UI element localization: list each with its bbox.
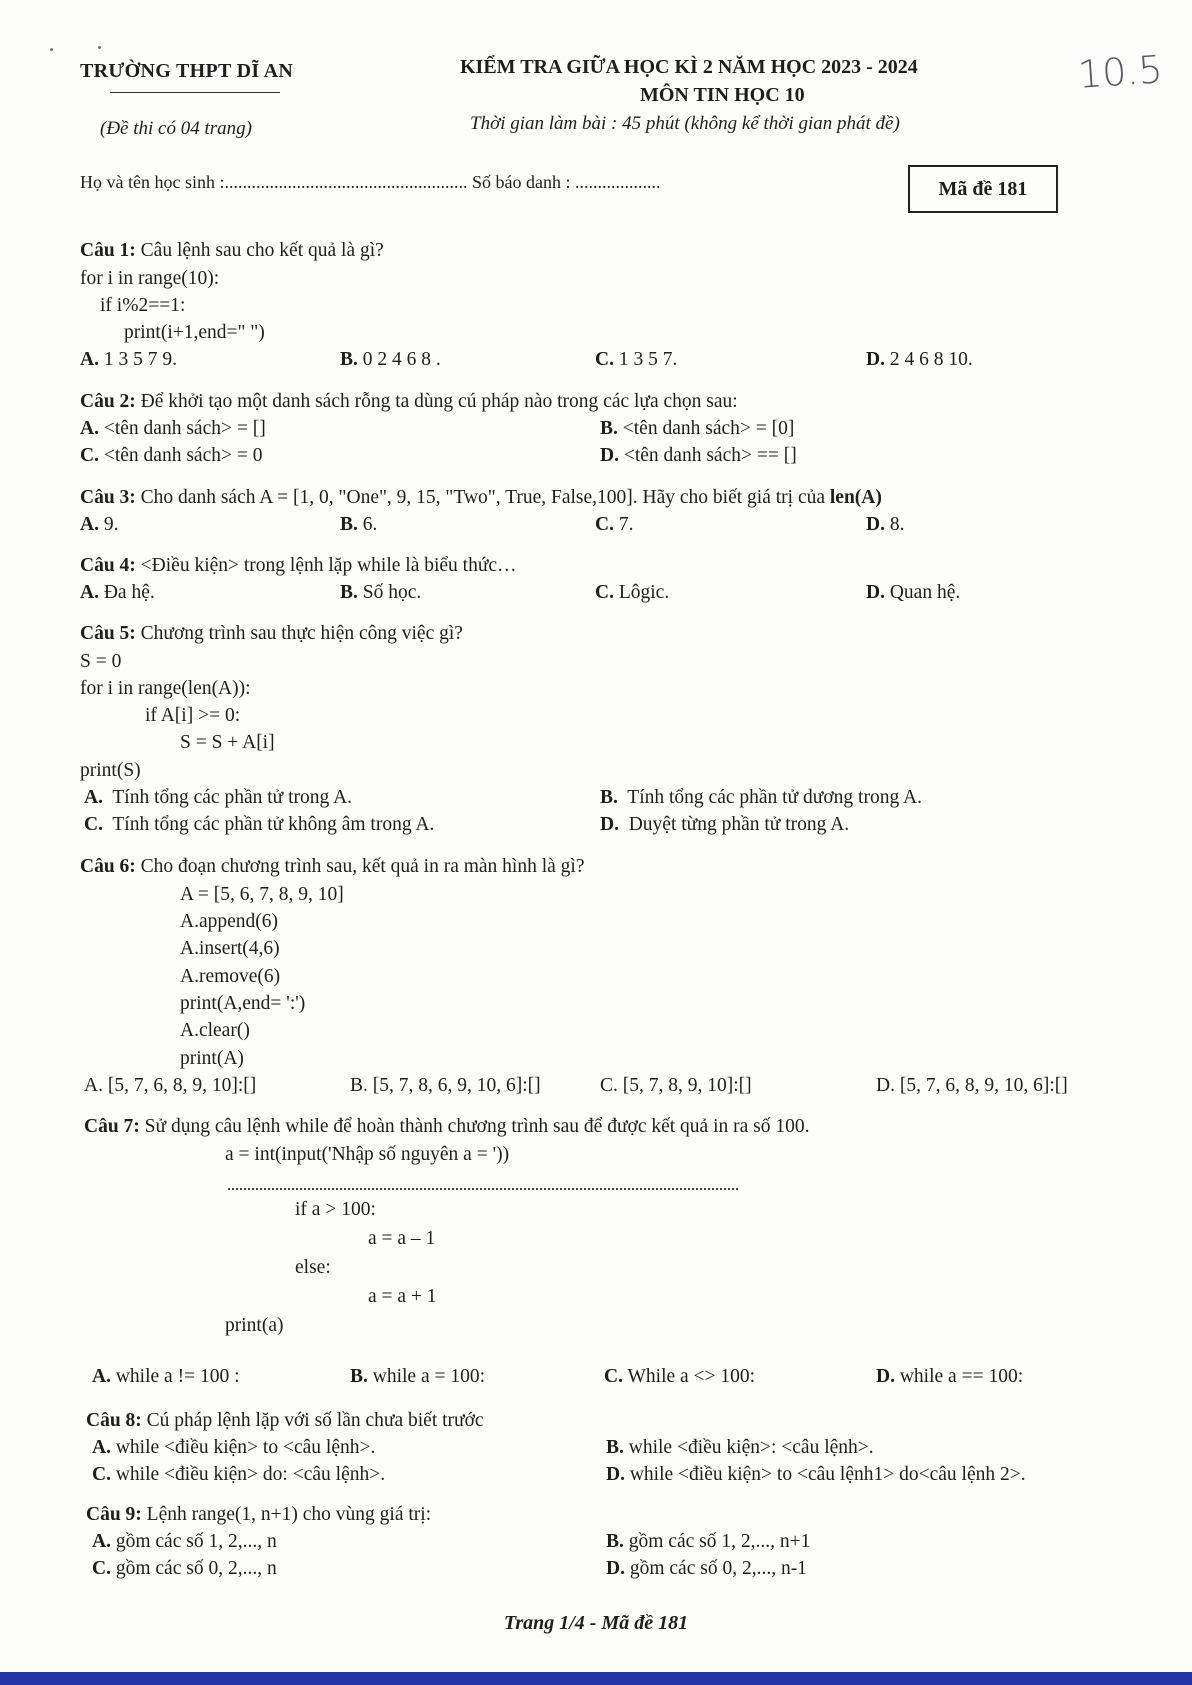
- option-b[interactable]: [340, 349, 441, 371]
- option-b[interactable]: [600, 787, 922, 809]
- option-text: while a = 100:: [372, 1366, 486, 1387]
- question-text: <Điều kiện> trong lệnh lặp while là biểu thức…: [140, 555, 517, 576]
- option-letter: A.: [80, 514, 99, 535]
- option-text: [5, 7, 8, 6, 9, 10, 6]:[]: [372, 1075, 541, 1096]
- code-line: a = a – 1: [368, 1228, 436, 1249]
- question-label: Câu 1:: [80, 240, 136, 261]
- option-text: gồm các số 0, 2,..., n-1: [629, 1558, 807, 1579]
- code-line: print(A,end= ':'): [180, 993, 306, 1014]
- option-letter: C.: [92, 1464, 111, 1485]
- option-text: 7.: [618, 514, 634, 535]
- option-d[interactable]: [606, 1464, 1026, 1486]
- question-2: [80, 391, 738, 413]
- option-c[interactable]: [600, 1075, 752, 1097]
- option-letter: D.: [606, 1558, 625, 1579]
- question-text: Sử dụng câu lệnh while để hoàn thành chương trình sau để được kết quả in ra số 100.: [144, 1116, 810, 1137]
- option-letter: A.: [92, 1437, 111, 1458]
- exam-title: KIỂM TRA GIỮA HỌC KÌ 2 NĂM HỌC 2023 - 2024: [460, 56, 918, 78]
- option-letter: A.: [84, 1075, 103, 1096]
- option-letter: D.: [876, 1075, 895, 1096]
- code-line: A = [5, 6, 7, 8, 9, 10]: [180, 884, 344, 905]
- code-line: if i%2==1:: [100, 295, 186, 316]
- option-letter: D.: [866, 582, 885, 603]
- option-a[interactable]: [92, 1437, 375, 1459]
- option-text: [5, 7, 6, 8, 9, 10, 6]:[]: [899, 1075, 1068, 1096]
- option-letter: D.: [866, 349, 885, 370]
- option-a[interactable]: [80, 349, 177, 371]
- question-text-bold: len(A): [829, 487, 882, 508]
- option-letter: D.: [600, 445, 619, 466]
- option-b[interactable]: [350, 1366, 485, 1388]
- exam-code-box: [908, 165, 1058, 213]
- option-letter: C.: [604, 1366, 623, 1387]
- student-info-line: Họ và tên học sinh :...................................................... Số báo danh : ...................: [80, 172, 661, 192]
- option-b[interactable]: [606, 1531, 810, 1553]
- option-letter: A.: [80, 349, 99, 370]
- option-text: Đa hệ.: [103, 582, 155, 603]
- option-c[interactable]: [84, 814, 434, 836]
- code-line: S = 0: [80, 651, 122, 672]
- code-line: print(i+1,end=" "): [124, 322, 265, 343]
- code-line: for i in range(10):: [80, 268, 220, 289]
- option-text: 9.: [103, 514, 119, 535]
- option-letter: B.: [606, 1437, 624, 1458]
- question-6: [80, 856, 585, 878]
- option-letter: C.: [595, 514, 614, 535]
- option-d[interactable]: [866, 514, 904, 536]
- option-d[interactable]: [606, 1558, 807, 1580]
- option-letter: B.: [600, 787, 618, 808]
- option-letter: C.: [595, 349, 614, 370]
- option-c[interactable]: [604, 1366, 755, 1388]
- option-letter: D.: [876, 1366, 895, 1387]
- option-letter: A.: [84, 787, 103, 808]
- option-d[interactable]: [866, 582, 960, 604]
- question-7: [84, 1116, 809, 1138]
- page-footer: Trang 1/4 - Mã đề 181: [503, 1612, 689, 1634]
- code-line: a = a + 1: [368, 1286, 437, 1307]
- option-b[interactable]: [340, 582, 421, 604]
- option-d[interactable]: [876, 1366, 1023, 1388]
- option-text: Lôgic.: [618, 582, 670, 603]
- option-d[interactable]: [876, 1075, 1068, 1097]
- option-letter: C.: [80, 445, 99, 466]
- code-line: a = int(input('Nhập số nguyên a = ')): [225, 1144, 510, 1165]
- answer-blank: [228, 1188, 738, 1190]
- option-letter: A.: [80, 418, 99, 439]
- scan-speck: [98, 46, 101, 49]
- option-a[interactable]: [80, 418, 266, 440]
- question-label: Câu 6:: [80, 856, 136, 877]
- option-c[interactable]: [595, 349, 677, 371]
- option-text: 2 4 6 8 10.: [889, 349, 973, 370]
- option-letter: D.: [866, 514, 885, 535]
- question-text: Câu lệnh sau cho kết quả là gì?: [140, 240, 384, 261]
- option-letter: A.: [92, 1531, 111, 1552]
- option-b[interactable]: [600, 418, 794, 440]
- code-line: print(A): [180, 1048, 244, 1069]
- option-a[interactable]: [80, 582, 155, 604]
- option-text: gồm các số 1, 2,..., n+1: [628, 1531, 811, 1552]
- option-c[interactable]: [595, 514, 633, 536]
- option-b[interactable]: [606, 1437, 874, 1459]
- option-a[interactable]: [92, 1366, 239, 1388]
- question-label: Câu 9:: [86, 1504, 142, 1525]
- option-text: 1 3 5 7.: [618, 349, 678, 370]
- option-letter: C.: [84, 814, 103, 835]
- option-d[interactable]: [600, 814, 849, 836]
- code-line: A.append(6): [180, 911, 279, 932]
- subject-title: MÔN TIN HỌC 10: [640, 84, 805, 106]
- option-a[interactable]: [84, 1075, 256, 1097]
- question-text: Cho danh sách A = [1, 0, "One", 9, 15, "Two", True, False,100]. Hãy cho biết giá trị của: [140, 487, 826, 508]
- question-text: Cho đoạn chương trình sau, kết quả in ra màn hình là gì?: [140, 856, 585, 877]
- option-text: while a != 100 :: [115, 1366, 240, 1387]
- option-letter: B.: [340, 582, 358, 603]
- option-text: <tên danh sách> == []: [623, 445, 797, 466]
- question-text: Cú pháp lệnh lặp với số lần chưa biết trước: [146, 1410, 484, 1431]
- time-note: Thời gian làm bài : 45 phút (không kể thời gian phát đề): [470, 113, 900, 134]
- option-letter: B.: [600, 418, 618, 439]
- option-text: while <điều kiện> to <câu lệnh>.: [115, 1437, 376, 1458]
- question-label: Câu 2:: [80, 391, 136, 412]
- option-letter: B.: [350, 1075, 368, 1096]
- option-text: gồm các số 1, 2,..., n: [115, 1531, 277, 1552]
- question-3: [80, 487, 882, 509]
- exam-code: Mã đề 181: [938, 177, 1028, 200]
- option-d[interactable]: [866, 349, 973, 371]
- option-c[interactable]: [92, 1464, 385, 1486]
- option-text: [5, 7, 6, 8, 9, 10]:[]: [107, 1075, 257, 1096]
- option-letter: B.: [340, 349, 358, 370]
- option-letter: A.: [92, 1366, 111, 1387]
- question-5: [80, 623, 463, 645]
- question-label: Câu 5:: [80, 623, 136, 644]
- option-text: While a <> 100:: [627, 1366, 756, 1387]
- option-text: while <điều kiện> do: <câu lệnh>.: [115, 1464, 386, 1485]
- option-a[interactable]: [92, 1531, 277, 1553]
- option-text: 6.: [362, 514, 378, 535]
- option-text: Tính tổng các phần tử không âm trong A.: [112, 814, 435, 835]
- option-text: Tính tổng các phần tử dương trong A.: [627, 787, 922, 808]
- code-line: else:: [295, 1257, 331, 1278]
- code-line: if A[i] >= 0:: [145, 705, 241, 726]
- scan-speck: [50, 48, 53, 51]
- option-text: <tên danh sách> = []: [103, 418, 266, 439]
- option-letter: A.: [80, 582, 99, 603]
- code-line: S = S + A[i]: [180, 732, 275, 753]
- option-text: Duyệt từng phần tử trong A.: [628, 814, 850, 835]
- option-text: Số học.: [362, 582, 422, 603]
- question-4: [80, 555, 517, 577]
- option-text: while <điều kiện>: <câu lệnh>.: [628, 1437, 874, 1458]
- question-text: Chương trình sau thực hiện công việc gì?: [140, 623, 463, 644]
- question-text: Lệnh range(1, n+1) cho vùng giá trị:: [146, 1504, 432, 1525]
- option-letter: D.: [600, 814, 619, 835]
- option-c[interactable]: [92, 1558, 277, 1580]
- option-text: 1 3 5 7 9.: [103, 349, 177, 370]
- option-a[interactable]: [84, 787, 352, 809]
- option-b[interactable]: [340, 514, 377, 536]
- option-text: Quan hệ.: [889, 582, 961, 603]
- option-d[interactable]: [600, 445, 797, 467]
- question-label: Câu 8:: [86, 1410, 142, 1431]
- code-line: A.insert(4,6): [180, 938, 280, 959]
- option-text: while a == 100:: [899, 1366, 1024, 1387]
- question-label: Câu 3:: [80, 487, 136, 508]
- option-c[interactable]: [80, 445, 262, 467]
- option-text: <tên danh sách> = 0: [103, 445, 263, 466]
- option-text: gồm các số 0, 2,..., n: [115, 1558, 277, 1579]
- option-letter: C.: [92, 1558, 111, 1579]
- option-b[interactable]: [350, 1075, 541, 1097]
- question-1: [80, 240, 384, 262]
- option-text: Tính tổng các phần tử trong A.: [112, 787, 353, 808]
- question-label: Câu 4:: [80, 555, 136, 576]
- option-a[interactable]: [80, 514, 118, 536]
- code-line: A.clear(): [180, 1020, 250, 1041]
- option-letter: B.: [340, 514, 358, 535]
- handwritten-score: 10.5: [1076, 47, 1165, 97]
- scan-bottom-edge: [0, 1672, 1192, 1685]
- option-c[interactable]: [595, 582, 669, 604]
- question-label: Câu 7:: [84, 1116, 140, 1137]
- option-text: while <điều kiện> to <câu lệnh1> do<câu lệnh 2>.: [629, 1464, 1026, 1485]
- option-text: [5, 7, 8, 9, 10]:[]: [622, 1075, 752, 1096]
- school-underline: [110, 92, 280, 93]
- option-text: 0 2 4 6 8 .: [362, 349, 441, 370]
- code-line: print(a): [225, 1315, 284, 1336]
- option-letter: C.: [600, 1075, 618, 1096]
- option-letter: C.: [595, 582, 614, 603]
- code-line: if a > 100:: [295, 1199, 376, 1220]
- code-line: for i in range(len(A)):: [80, 678, 251, 699]
- code-line: A.remove(6): [180, 966, 281, 987]
- option-letter: B.: [606, 1531, 624, 1552]
- school-name: TRƯỜNG THPT DĨ AN: [80, 60, 294, 82]
- option-letter: B.: [350, 1366, 368, 1387]
- code-line: print(S): [80, 760, 141, 781]
- question-text: Để khởi tạo một danh sách rỗng ta dùng cú pháp nào trong các lựa chọn sau:: [140, 391, 738, 412]
- question-8: [86, 1410, 484, 1432]
- option-text: 8.: [889, 514, 905, 535]
- question-9: [86, 1504, 431, 1526]
- pages-note: (Đề thi có 04 trang): [100, 118, 252, 139]
- option-letter: D.: [606, 1464, 625, 1485]
- option-text: <tên danh sách> = [0]: [622, 418, 795, 439]
